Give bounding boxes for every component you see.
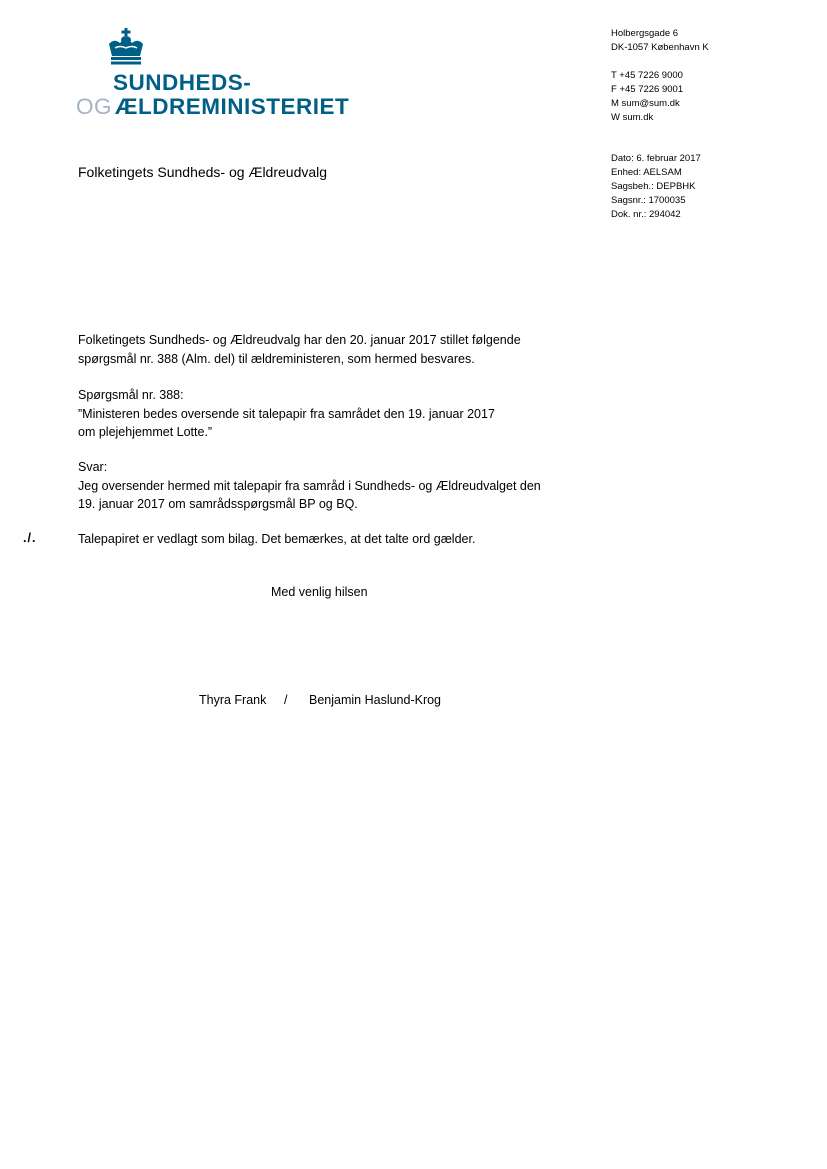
recipient: Folketingets Sundheds- og Ældreudvalg bbox=[78, 164, 328, 180]
crown-icon bbox=[106, 28, 146, 66]
logo-og: OG bbox=[76, 94, 113, 119]
attachment-text: Talepapiret er vedlagt som bilag. Det bemærkes, at det talte ord gælder. bbox=[78, 532, 476, 546]
meta-document-number: Dok. nr.: 294042 bbox=[611, 209, 681, 220]
logo-ministry-name: ÆLDREMINISTERIET bbox=[115, 94, 350, 119]
logo-line2 bbox=[76, 96, 349, 119]
signature-separator: / bbox=[284, 693, 288, 707]
intro-paragraph bbox=[78, 331, 521, 368]
answer-line: Jeg oversender hermed mit talepapir fra samråd i Sundheds- og Ældreudvalget den bbox=[78, 478, 541, 493]
contact-block bbox=[611, 69, 683, 125]
meta-handler: Sagsbeh.: DEPBHK bbox=[611, 181, 696, 192]
signer-name: Thyra Frank bbox=[199, 693, 267, 707]
ministry-logo bbox=[76, 28, 356, 123]
address-street: Holbergsgade 6 bbox=[611, 28, 679, 39]
answer-section bbox=[78, 458, 541, 514]
intro-line: spørgsmål nr. 388 (Alm. del) til ældreministeren, som hermed besvares. bbox=[78, 351, 475, 366]
closing-greeting: Med venlig hilsen bbox=[271, 585, 368, 599]
attachment-marker: ./. bbox=[23, 531, 37, 545]
meta-case-number: Sagsnr.: 1700035 bbox=[611, 195, 686, 206]
contact-web: W sum.dk bbox=[611, 112, 654, 123]
address-city: DK-1057 København K bbox=[611, 42, 709, 53]
contact-phone: T +45 7226 9000 bbox=[611, 70, 683, 81]
meta-date: Dato: 6. februar 2017 bbox=[611, 153, 701, 164]
intro-line: Folketingets Sundheds- og Ældreudvalg har den 20. januar 2017 stillet følgende bbox=[78, 333, 521, 347]
contact-mail: M sum@sum.dk bbox=[611, 98, 680, 109]
question-line: om plejehjemmet Lotte.” bbox=[78, 425, 213, 439]
meta-unit: Enhed: AELSAM bbox=[611, 167, 682, 178]
address-block bbox=[611, 27, 709, 55]
answer-line: 19. januar 2017 om samrådsspørgsmål BP og BQ. bbox=[78, 497, 358, 511]
case-meta-block bbox=[611, 152, 701, 222]
question-heading: Spørgsmål nr. 388: bbox=[78, 388, 184, 402]
logo-line1: SUNDHEDS- bbox=[113, 70, 252, 95]
signer-name: Benjamin Haslund-Krog bbox=[309, 693, 442, 707]
answer-heading: Svar: bbox=[78, 460, 108, 474]
contact-fax: F +45 7226 9001 bbox=[611, 84, 684, 95]
question-section bbox=[78, 386, 495, 442]
question-line: ”Ministeren bedes oversende sit talepapir fra samrådet den 19. januar 2017 bbox=[78, 406, 495, 421]
